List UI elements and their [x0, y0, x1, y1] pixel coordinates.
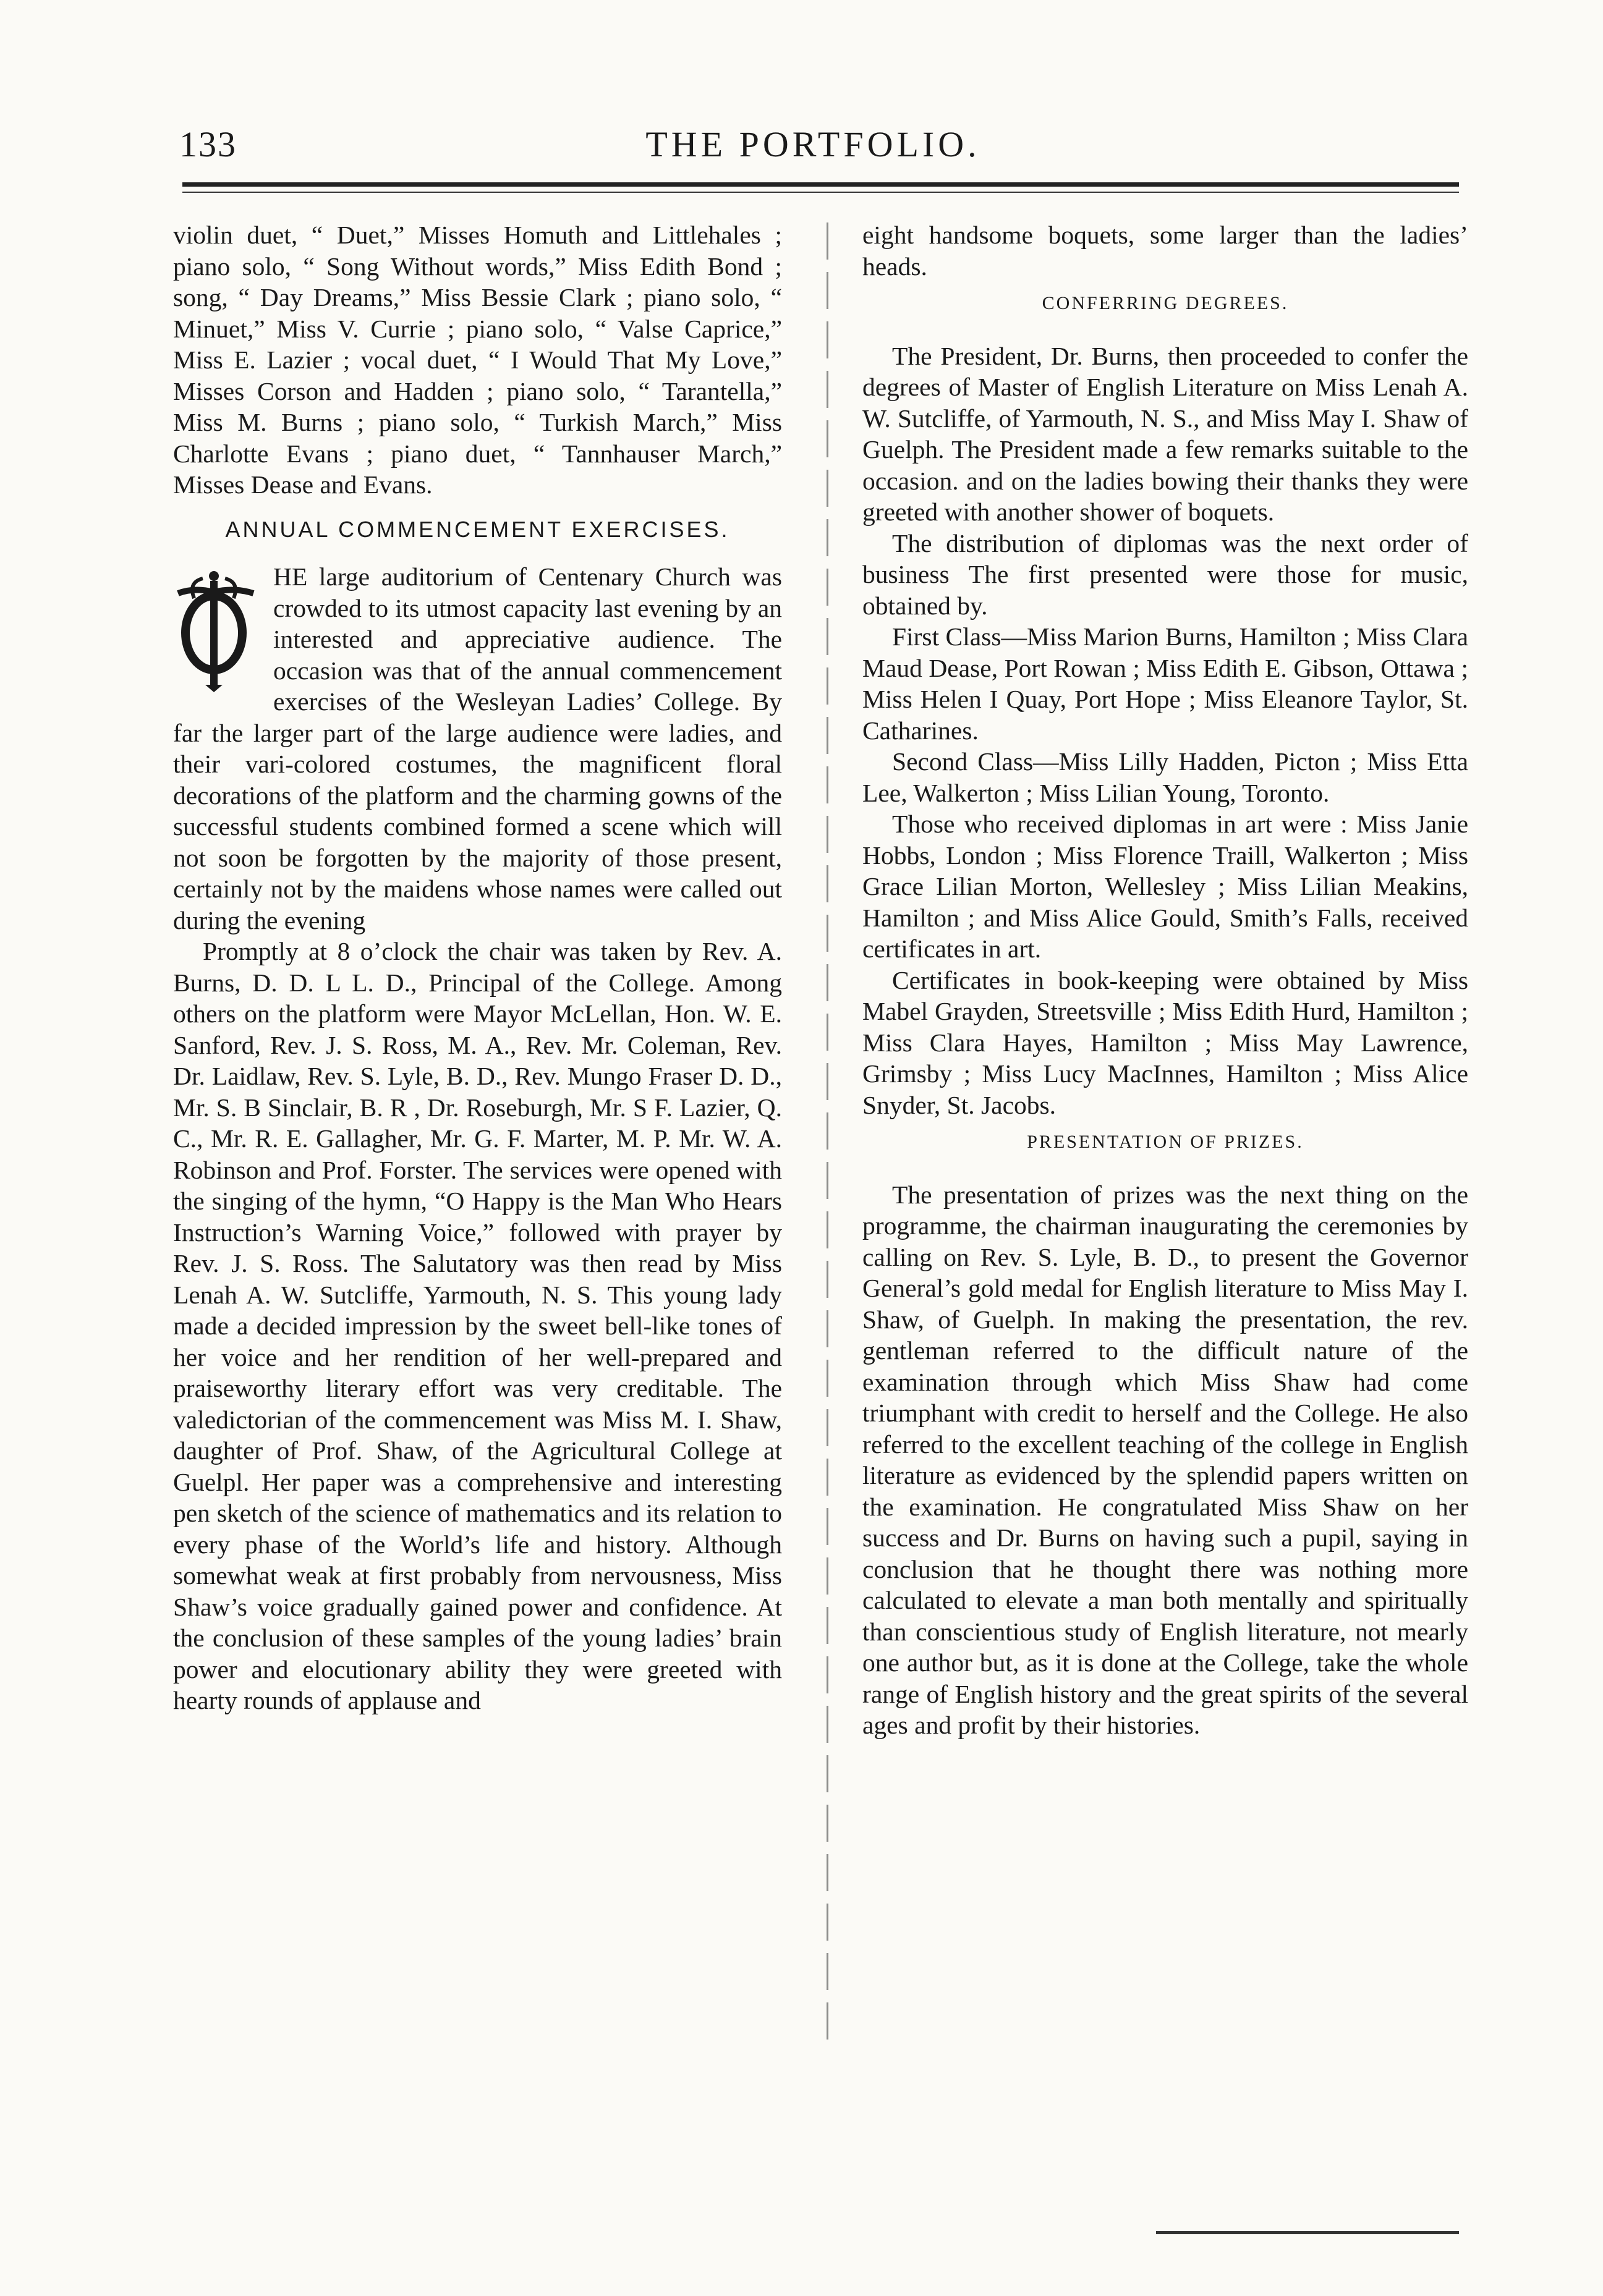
right-paragraph-5: Second Class—Miss Lilly Hadden, Picton ; Miss Etta Lee, Walkerton ; Miss Lilian Young, Toronto.	[862, 747, 1468, 807]
dropcap-paragraph	[173, 561, 782, 936]
section-heading-prizes: PRESENTATION OF PRIZES.	[1027, 1132, 1304, 1152]
right-paragraph-8: The presentation of prizes was the next thing on the programme, the chairman inaugurating the ceremonies by calling on Rev. S. Lyle, B. D., to present the Governor General’s gold medal for English literature to Miss May I. Shaw, of Guelph. In making the presentation, the rev. gentleman referred to the difficult nature of the examination through which Miss Shaw had come triumphant with credit to herself and the College. He also referred to the excellent teaching of the college in English literature as evidenced by the splendid papers written on the examination. He congratulated Miss Shaw on her success and Dr. Burns on having such a pupil, saying in conclusion that he thought there was nothing more calculated to elevate a man both mentally and spiritually than conscientious study of English literature, not mearly one author but, as it is done at the College, take the whole range of English history and the great spirits of the several ages and profit by their histories.	[862, 1180, 1468, 1739]
left-column	[173, 219, 782, 1716]
page-number: 133	[179, 124, 237, 164]
right-paragraph-6: Those who received diplomas in art were : Miss Janie Hobbs, London ; Miss Florence Traill, Walkerton ; Miss Grace Lilian Morton, Wellesley ; Miss Lilian Meakins, Hamilton ; and Miss Alice Gould, Smith’s Falls, received certificates in art.	[862, 810, 1468, 963]
left-paragraph-2: HE large auditorium of Centenary Church was crowded to its utmost capacity last evening by an interested and appreciative audience. The occasion was that of the annual commencement exercises of the Wesleyan Ladies’ College. By far the larger part of the large audience were ladies, and their vari-colored costumes, the magnificent floral decorations of the platform and the charming gowns of the successful students combined formed a scene which will not soon be forgotten by the majority of those present, certainly not by the maidens whose names were called out during the evening	[173, 562, 782, 934]
left-paragraph-1: violin duet, “ Duet,” Misses Homuth and Littlehales ; piano solo, “ Song Without words,” Miss Edith Bond ; song, “ Day Dreams,” Miss Bessie Clark ; piano solo, “ Minuet,” Miss V. Currie ; piano solo, “ Valse Caprice,” Miss E. Lazier ; vocal duet, “ I Would That My Love,” Misses Corson and Hadden ; piano solo, “ Tarantella,” Miss M. Burns ; piano solo, “ Turkish March,” Miss Charlotte Evans ; piano duet, “ Tannhauser March,” Misses Dease and Evans.	[173, 221, 782, 499]
header-rule-thick	[182, 182, 1459, 187]
dropcap-letter	[169, 564, 170, 595]
running-head: THE PORTFOLIO.	[645, 124, 980, 164]
right-paragraph-1: eight handsome boquets, some larger than the ladies’ heads.	[862, 221, 1468, 281]
right-paragraph-7: Certificates in book-keeping were obtained by Miss Mabel Grayden, Streetsville ; Miss Edith Hurd, Hamilton ; Miss Clara Hayes, Hamilton ; Miss May Lawrence, Grimsby ; Miss Lucy MacInnes, Hamilton ; Miss Alice Snyder, St. Jacobs.	[862, 965, 1468, 1119]
ornamental-dropcap-icon	[169, 564, 262, 693]
right-paragraph-3: The distribution of diplomas was the next order of business The first presented were those for music, obtained by.	[862, 528, 1468, 620]
header-rule-thin	[182, 192, 1459, 193]
right-paragraph-4: First Class—Miss Marion Burns, Hamilton ; Miss Clara Maud Dease, Port Rowan ; Miss Edith E. Gibson, Ottawa ; Miss Helen I Quay, Port Hope ; Miss Eleanore Taylor, St. Catharines.	[862, 622, 1468, 745]
page-header	[167, 117, 1459, 173]
section-heading-commencement: ANNUAL COMMENCEMENT EXERCISES.	[225, 516, 730, 542]
footer-rule	[1156, 2231, 1459, 2234]
column-divider	[827, 222, 828, 2046]
right-column	[862, 219, 1468, 1741]
left-paragraph-3: Promptly at 8 o’clock the chair was taken by Rev. A. Burns, D. D. L L. D., Principal of the College. Among others on the platform were Mayor McLellan, Hon. W. E. Sanford, Rev. J. S. Ross, M. A., Rev. Mr. Coleman, Rev. Dr. Laidlaw, Rev. S. Lyle, B. D., Rev. Mungo Fraser D. D., Mr. S. B Sinclair, B. R , Dr. Roseburgh, Mr. S F. Lazier, Q. C., Mr. R. E. Gallagher, Mr. G. F. Marter, M. P. Mr. W. A. Robinson and Prof. Forster. The services were opened with the singing of the hymn, “O Happy is the Man Who Hears Instruction’s Warning Voice,” followed with prayer by Rev. J. S. Ross. The Salutatory was then read by Miss Lenah A. W. Sutcliffe, Yarmouth, N. S. This young lady made a decided impression by the sweet bell-like tones of her voice and her rendition of her well-prepared and praiseworthy literary effort was very creditable. The valedictorian of the commencement was Miss M. I. Shaw, daughter of Prof. Shaw, of the Agricultural College at Guelpl. Her paper was a comprehensive and interesting pen sketch of the science of mathematics and its relation to every phase of the World’s life and history. Although somewhat weak at first probably from nervousness, Miss Shaw’s voice gradually gained power and confidence. At the conclusion of these samples of the young ladies’ brain power and elocutionary ability they were greeted with hearty rounds of applause and	[173, 937, 782, 1714]
section-heading-degrees: CONFERRING DEGREES.	[1042, 293, 1289, 313]
right-paragraph-2: The President, Dr. Burns, then proceeded to confer the degrees of Master of English Literature on Miss Lenah A. W. Sutcliffe, of Yarmouth, N. S., and Miss May I. Shaw of Guelph. The President made a few remarks suitable to the occasion. and on the ladies bowing their thanks they were greeted with another shower of boquets.	[862, 341, 1468, 526]
